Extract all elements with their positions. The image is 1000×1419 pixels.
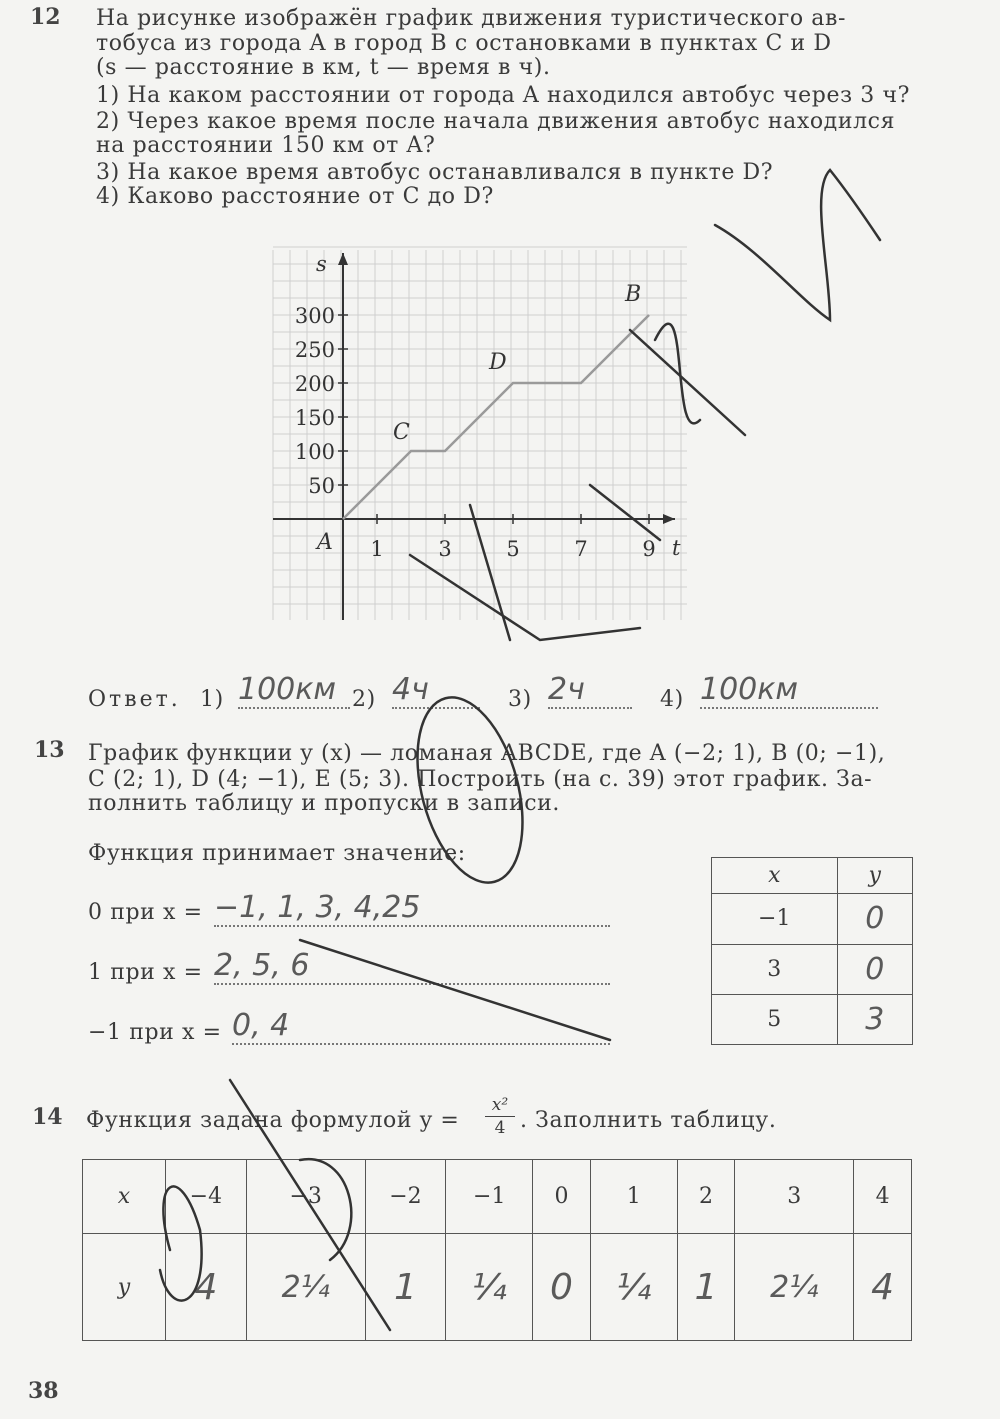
p14-y-cell: ¼	[446, 1234, 533, 1341]
y-tick-label: 200	[294, 372, 335, 396]
point-label: A	[317, 530, 333, 555]
answer-label: Ответ.	[88, 687, 181, 712]
p14-y-cell: ¼	[590, 1234, 677, 1341]
p13-table-x: 3	[712, 944, 838, 994]
x-axis-label: t	[672, 536, 681, 560]
p14-x-cell: −4	[166, 1160, 247, 1234]
p14-x-cell: 0	[533, 1160, 591, 1234]
x-tick-label: 5	[506, 537, 520, 561]
answer-2-value: 4ч	[392, 672, 480, 709]
y-tick-label: 250	[294, 338, 335, 362]
p14-text-before: Функция задана формулой y =	[86, 1108, 460, 1133]
p12-question-4: 4) Каково расстояние от C до D?	[96, 184, 494, 209]
p14-x-cell: 2	[677, 1160, 735, 1234]
p13-table-y: 0	[837, 894, 912, 944]
p13-row-2-value: 0, 4	[232, 1008, 610, 1045]
p12-question-3: 3) На какое время автобус останавливался в пункте D?	[96, 160, 774, 185]
p14-x-cell: −1	[446, 1160, 533, 1234]
p14-x-cell: 3	[735, 1160, 854, 1234]
p14-y-cell: 2¼	[246, 1234, 365, 1341]
x-tick-label: 9	[642, 537, 656, 561]
p14-text-after: . Заполнить таблицу.	[520, 1108, 777, 1133]
answer-3-number: 3)	[508, 687, 532, 712]
p14-table-header-x: x	[83, 1160, 166, 1234]
p13-line-3: полнить таблицу и пропуски в записи.	[88, 791, 560, 816]
point-label: D	[489, 350, 507, 375]
p14-fraction-numerator: x²	[485, 1094, 515, 1117]
p14-fraction-denominator: 4	[494, 1118, 506, 1138]
p14-x-cell: −3	[246, 1160, 365, 1234]
p14-y-cell: 4	[854, 1234, 912, 1341]
p13-row-1-value: 2, 5, 6	[214, 948, 610, 985]
p14-x-cell: 1	[590, 1160, 677, 1234]
problem-14-number: 14	[32, 1104, 63, 1130]
answer-1-number: 1)	[200, 687, 224, 712]
y-tick-label: 300	[294, 304, 335, 328]
p14-table-header-y: y	[83, 1234, 166, 1341]
x-tick-label: 3	[438, 537, 452, 561]
y-axis-label: s	[316, 252, 327, 276]
answer-1-value: 100км	[238, 672, 350, 709]
answer-4-number: 4)	[660, 687, 684, 712]
p13-row-0-label: 0 при x =	[88, 900, 203, 925]
p12-question-2-cont: на расстоянии 150 км от A?	[96, 133, 436, 158]
p12-line-2: тобуса из города A в город B с остановками в пунктах C и D	[96, 31, 832, 56]
p12-question-1: 1) На каком расстоянии от города A находился автобус через 3 ч?	[96, 83, 911, 108]
p13-table-y: 0	[837, 944, 912, 994]
p13-table-x: −1	[712, 894, 838, 944]
p13-table-header-x: x	[712, 858, 838, 894]
p12-line-1: На рисунке изображён график движения туристического ав-	[96, 6, 846, 31]
p13-row-0-value: −1, 1, 3, 4,25	[214, 890, 610, 927]
p13-table-y: 3	[837, 994, 912, 1044]
p12-question-2: 2) Через какое время после начала движения автобус находился	[96, 109, 896, 134]
p14-y-cell: 4	[166, 1234, 247, 1341]
p14-x-cell: 4	[854, 1160, 912, 1234]
problem-12-number: 12	[30, 4, 61, 30]
x-tick-label: 1	[370, 537, 384, 561]
p14-y-cell: 2¼	[735, 1234, 854, 1341]
p13-line-2: C (2; 1), D (4; −1), E (5; 3). Построить (на с. 39) этот график. За-	[88, 767, 873, 792]
y-tick-label: 50	[308, 474, 335, 498]
answer-3-value: 2ч	[548, 672, 632, 709]
p13-table-x: 5	[712, 994, 838, 1044]
p14-y-cell: 0	[533, 1234, 591, 1341]
p13-line-1: График функции y (x) — ломаная ABCDE, где A (−2; 1), B (0; −1),	[88, 741, 886, 766]
p13-row-2-label: −1 при x =	[88, 1020, 222, 1045]
p13-row-1-label: 1 при x =	[88, 960, 203, 985]
p14-y-cell: 1	[677, 1234, 735, 1341]
page-number: 38	[28, 1378, 59, 1404]
p13-takes-value: Функция принимает значение:	[88, 841, 466, 866]
answer-2-number: 2)	[352, 687, 376, 712]
p13-table-header-y: y	[837, 858, 912, 894]
p14-x-cell: −2	[365, 1160, 446, 1234]
point-label: C	[393, 420, 410, 445]
y-tick-label: 150	[294, 406, 335, 430]
p14-y-cell: 1	[365, 1234, 446, 1341]
p12-line-3: (s — расстояние в км, t — время в ч).	[96, 55, 551, 80]
answer-4-value: 100км	[700, 672, 878, 709]
point-label: B	[625, 282, 642, 307]
problem-13-number: 13	[34, 737, 65, 763]
y-tick-label: 100	[294, 440, 335, 464]
x-tick-label: 7	[574, 537, 588, 561]
